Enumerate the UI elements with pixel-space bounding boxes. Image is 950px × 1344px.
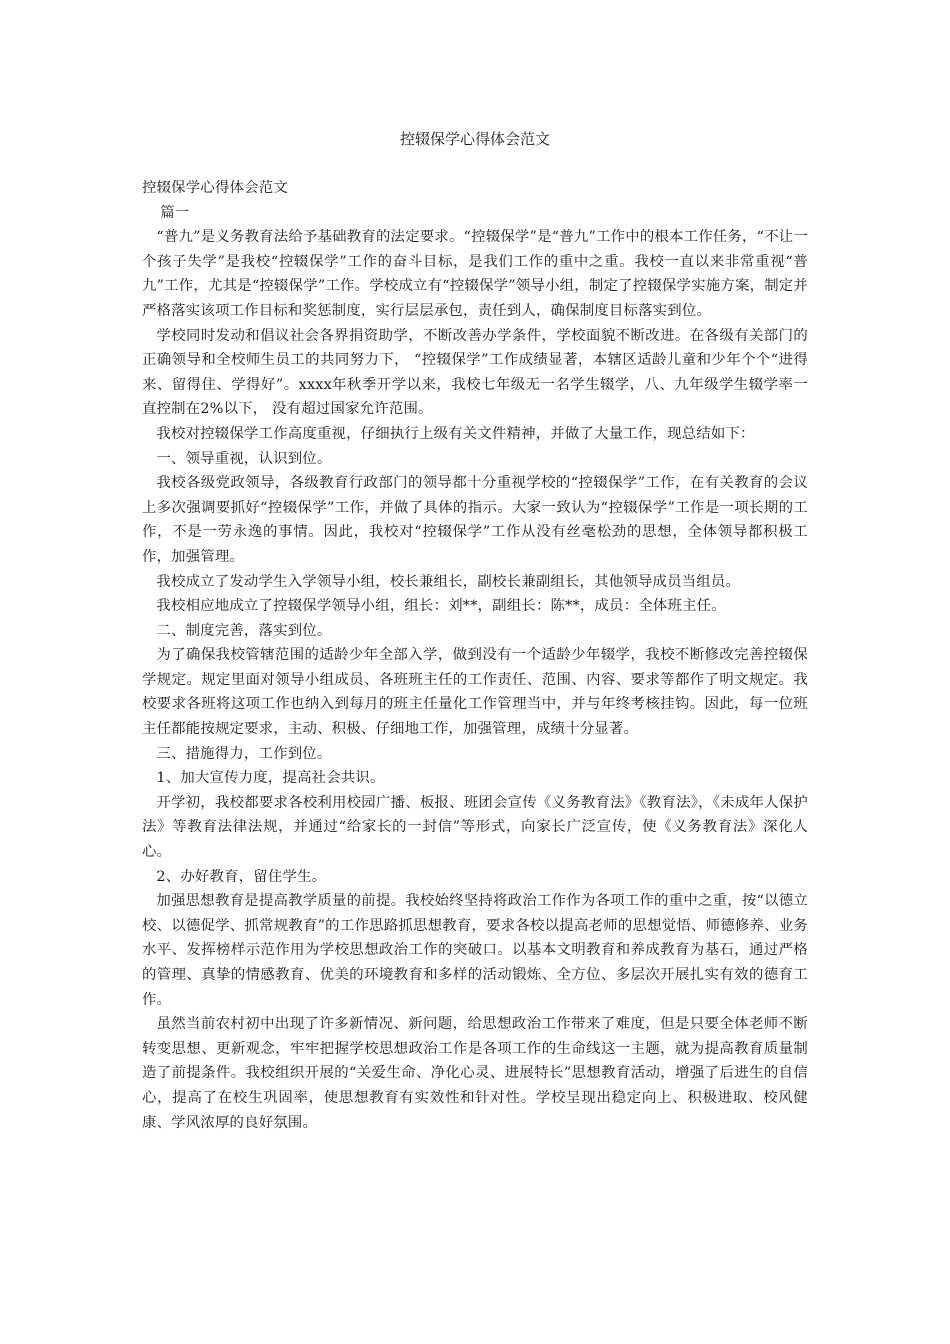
subheading: 2、办好教育，留住学生。 — [156, 868, 327, 885]
document-title: 控辍保学心得体会范文 — [399, 130, 550, 148]
paragraph: 为了确保我校管辖范围的适龄少年全部入学，做到没有一个适龄少年辍学，我校不断修改完善控辍保学规定。规定里面对领导小组成员、各班班主任的工作责任、范围、内容、要求等都作了明文规定。我校要求各班将这项工作也纳入到每月的班主任量化工作管理当中，并与年终考核挂钩。因此，每一位班主任都能按规定要求，主动、积极、仔细地工作，加强管理，成绩十分显著。 — [142, 647, 808, 738]
paragraph: 我校各级党政领导，各级教育行政部门的领导都十分重视学校的“控辍保学”工作，在有关教育的会议上多次强调要抓好“控辍保学”工作，并做了具体的指示。大家一致认为“控辍保学”工作是一项长期的工作，不是一劳永逸的事情。因此，我校对“控辍保学”工作从没有丝毫松劲的思想，全体领导都积极工作，加强管理。 — [142, 475, 808, 565]
document-page — [142, 0, 808, 1344]
subheading: 1、加大宣传力度，提高社会共识。 — [156, 770, 385, 787]
paragraph: 虽然当前农村初中出现了许多新情况、新问题，给思想政治工作带来了难度，但是只要全体老师不断转变思想、更新观念，牢牢把握学校思想政治工作是各项工作的生命线这一主题，就为提高教育质量制造了前提条件。我校组织开展的“关爱生命、净化心灵、进展特长”思想教育活动，增强了后进生的自信心，提高了在校生巩固率，使思想教育有实效性和针对性。学校呈现出稳定向上、积极进取、校风健康、学风浓厚的良好氛围。 — [142, 1016, 808, 1131]
paragraph: 我校对控辍保学工作高度重视，仔细执行上级有关文件精神，并做了大量工作，现总结如下： — [156, 425, 755, 442]
heading: 一、领导重视，认识到位。 — [156, 450, 332, 467]
paragraph: 我校相应地成立了控辍保学领导小组，组长：刘**，副组长：陈**，成员：全体班主任。 — [156, 598, 726, 615]
paragraph: 加强思想教育是提高教学质量的前提。我校始终坚持将政治工作作为各项工作的重中之重，按“以德立校、以德促学、抓常规教育”的工作思路抓思想教育，要求各校以提高老师的思想觉悟、师德修养、业务水平、发挥榜样示范作用为学校思想政治工作的突破口。以基本文明教育和养成教育为基石，通过严格的管理、真挚的情感教育、优美的环境教育和多样的活动锻炼、全方位、多层次开展扎实有效的德育工作。 — [142, 893, 808, 1008]
heading: 三、措施得力，工作到位。 — [156, 745, 332, 762]
document-body — [142, 176, 808, 1135]
section-label: 篇一 — [160, 204, 190, 221]
heading: 二、制度完善，落实到位。 — [156, 622, 332, 639]
paragraph: 开学初，我校都要求各校利用校园广播、板报、班团会宣传《义务教育法》《教育法》，《未成年人保护法》等教育法律法规，并通过“给家长的一封信”等形式，向家长广泛宣传，使《义务教育法》深化人心。 — [142, 794, 808, 861]
paragraph: 学校同时发动和倡议社会各界捐资助学，不断改善办学条件，学校面貌不断改进。在各级有关部门的正确领导和全校师生员工的共同努力下， “控辍保学”工作成绩显著，本辖区适龄儿童和少年个个“进得来、留得住、学得好”。xxxx年秋季开学以来，我校七年级无一名学生辍学，八、九年级学生辍学率一直控制在2%以下， 没有超过国家允许范围。 — [142, 327, 808, 418]
paragraph: “普九”是义务教育法给予基础教育的法定要求。“控辍保学”是“普九”工作中的根本工作任务，“不让一个孩子失学”是我校“控辍保学”工作的奋斗目标，是我们工作的重中之重。我校一直以来非常重视“普九”工作，尤其是“控辍保学”工作。学校成立有“控辍保学”领导小组，制定了控辍保学实施方案，制定并严格落实该项工作目标和奖惩制度，实行层层承包，责任到人，确保制度目标落实到位。 — [142, 229, 808, 319]
subtitle: 控辍保学心得体会范文 — [142, 180, 288, 196]
paragraph: 我校成立了发动学生入学领导小组，校长兼组长，副校长兼副组长，其他领导成员当组员。 — [156, 573, 741, 590]
